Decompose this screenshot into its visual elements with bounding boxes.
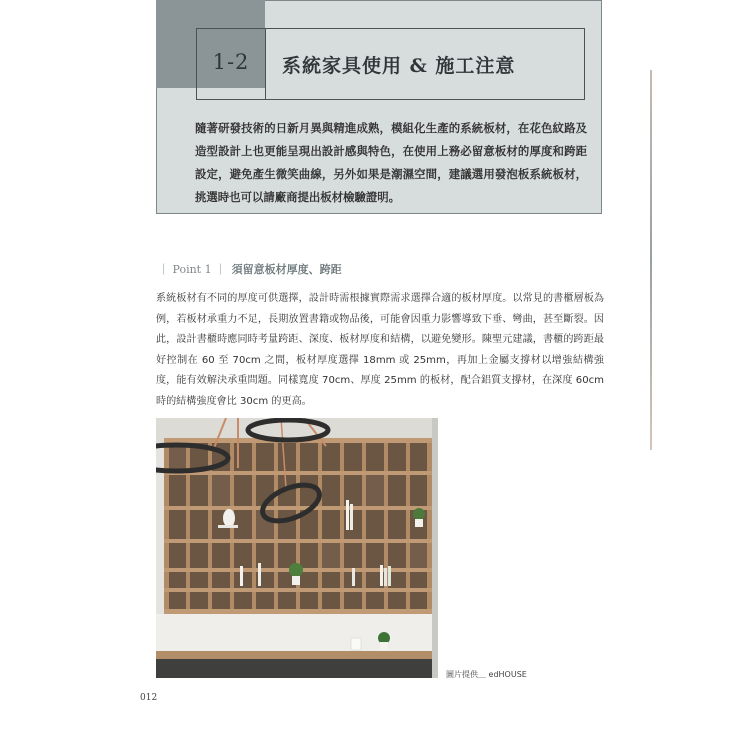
chapter-title: 系統家具使用 & 施工注意 — [282, 55, 516, 77]
chapter-title-divider — [265, 28, 266, 100]
chapter-number: 1-2 — [212, 50, 250, 74]
body-paragraph: 系統板材有不同的厚度可供選擇，設計時需根據實際需求選擇合適的板材厚度。以常見的書櫃層板為例，若板材承重力不足，長期放置書籍或物品後，可能會因重力影響導致下垂、彎曲，甚至斷裂。因此，設計書櫃時應同時考量跨距、深度、板材厚度和結構，以避免變形。陳聖元建議，書櫃的跨距最好控制在 60 至 70cm 之間，板材厚度選擇 18mm 或 25mm，再加上金屬支撐材以增強結構強度，能有效解決承重問題。同樣寬度 70cm、厚度 25mm 的板材，配合鋁質支撐材，在深度 60cm 時的結構強度會比 30cm 的更高。 — [156, 293, 604, 407]
point-title: 須留意板材厚度、跨距 — [231, 263, 342, 276]
photo-caption: 圖片提供＿ edHOUSE — [446, 670, 527, 679]
chapter-intro: 隨著研發技術的日新月異與精進成熟，模組化生產的系統板材，在花色紋路及造型設計上也更能呈現出設計感與特色，在使用上務必留意板材的厚度和跨距設定，避免產生微笑曲線，另外如果是潮濕空間，建議選用發泡板系統板材，挑選時也可以請廠商提出板材檢驗證明。 — [195, 121, 587, 204]
bookshelf-photo — [156, 418, 438, 678]
point-heading — [158, 261, 342, 277]
page-number: 012 — [140, 693, 158, 703]
page-edge-mark — [650, 70, 652, 450]
point-label: ｜ Point 1 ｜ — [158, 263, 227, 276]
